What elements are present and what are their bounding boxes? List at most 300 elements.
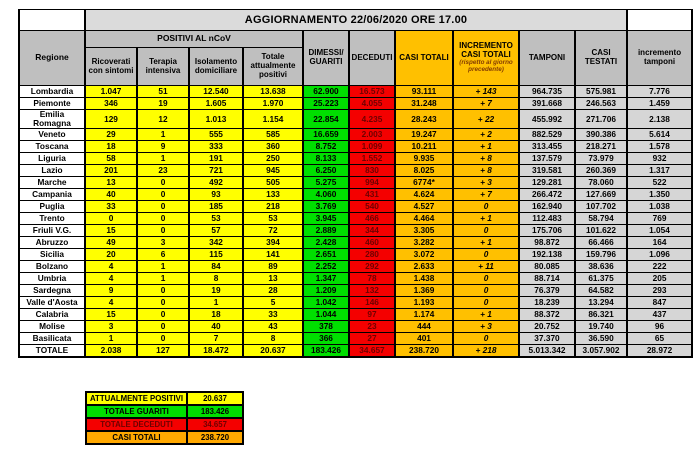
cell-terapia-intensiva: 0 bbox=[137, 225, 189, 237]
cell-casi-testati: 61.375 bbox=[575, 273, 627, 285]
total-ricoverati-con-sintomi: 2.038 bbox=[85, 345, 137, 358]
cell-incremento-casi-totali: + 1 bbox=[453, 141, 519, 153]
table-row bbox=[19, 189, 692, 201]
cell-incremento-casi-totali: + 143 bbox=[453, 86, 519, 98]
cell-regione: Abruzzo bbox=[19, 237, 85, 249]
total-isolamento-domiciliare: 18.472 bbox=[189, 345, 243, 358]
cell-dimessi-guariti: 1.209 bbox=[303, 285, 349, 297]
cell-terapia-intensiva: 0 bbox=[137, 189, 189, 201]
table-row bbox=[19, 165, 692, 177]
table-row bbox=[19, 333, 692, 345]
cell-deceduti: 540 bbox=[349, 201, 395, 213]
cell-tamponi: 18.239 bbox=[519, 297, 575, 309]
cell-regione: Trento bbox=[19, 213, 85, 225]
cell-isolamento-domiciliare: 40 bbox=[189, 321, 243, 333]
cell-totale-attualmente-positivi: 13 bbox=[243, 273, 303, 285]
table-row bbox=[19, 141, 692, 153]
cell-deceduti: 132 bbox=[349, 285, 395, 297]
cell-incremento-tamponi: 222 bbox=[627, 261, 692, 273]
cell-incremento-casi-totali: + 3 bbox=[453, 177, 519, 189]
cell-regione: Piemonte bbox=[19, 98, 85, 110]
cell-casi-testati: 36.590 bbox=[575, 333, 627, 345]
cell-deceduti: 292 bbox=[349, 261, 395, 273]
cell-casi-totali: 1.438 bbox=[395, 273, 453, 285]
cell-isolamento-domiciliare: 1.605 bbox=[189, 98, 243, 110]
cell-tamponi: 80.085 bbox=[519, 261, 575, 273]
cell-tamponi: 192.138 bbox=[519, 249, 575, 261]
cell-ricoverati-con-sintomi: 58 bbox=[85, 153, 137, 165]
cell-totale-attualmente-positivi: 945 bbox=[243, 165, 303, 177]
legend-label: TOTALE GUARITI bbox=[86, 405, 187, 418]
cell-incremento-tamponi: 522 bbox=[627, 177, 692, 189]
cell-dimessi-guariti: 3.945 bbox=[303, 213, 349, 225]
cell-incremento-casi-totali: + 3 bbox=[453, 321, 519, 333]
cell-dimessi-guariti: 366 bbox=[303, 333, 349, 345]
cell-dimessi-guariti: 25.223 bbox=[303, 98, 349, 110]
legend-value: 34.657 bbox=[187, 418, 243, 431]
cell-incremento-casi-totali: + 8 bbox=[453, 153, 519, 165]
cell-isolamento-domiciliare: 53 bbox=[189, 213, 243, 225]
table-row bbox=[19, 225, 692, 237]
cell-isolamento-domiciliare: 185 bbox=[189, 201, 243, 213]
cell-incremento-tamponi: 1.038 bbox=[627, 201, 692, 213]
cell-regione: Sardegna bbox=[19, 285, 85, 297]
cell-tamponi: 20.752 bbox=[519, 321, 575, 333]
cell-totale-attualmente-positivi: 28 bbox=[243, 285, 303, 297]
cell-ricoverati-con-sintomi: 4 bbox=[85, 261, 137, 273]
cell-casi-testati: 107.702 bbox=[575, 201, 627, 213]
legend-value: 238.720 bbox=[187, 431, 243, 444]
cell-dimessi-guariti: 2.651 bbox=[303, 249, 349, 261]
table-row bbox=[19, 201, 692, 213]
cell-casi-testati: 19.740 bbox=[575, 321, 627, 333]
cell-regione: Sicilia bbox=[19, 249, 85, 261]
cell-tamponi: 137.579 bbox=[519, 153, 575, 165]
cell-dimessi-guariti: 1.042 bbox=[303, 297, 349, 309]
cell-ricoverati-con-sintomi: 346 bbox=[85, 98, 137, 110]
total-dimessi-guariti: 183.426 bbox=[303, 345, 349, 358]
cell-tamponi: 88.372 bbox=[519, 309, 575, 321]
cell-regione: Molise bbox=[19, 321, 85, 333]
cell-casi-testati: 159.796 bbox=[575, 249, 627, 261]
cell-casi-testati: 101.622 bbox=[575, 225, 627, 237]
cell-isolamento-domiciliare: 191 bbox=[189, 153, 243, 165]
table-body bbox=[19, 86, 692, 358]
incremento-casi-header bbox=[453, 31, 519, 86]
cell-regione: Lazio bbox=[19, 165, 85, 177]
table-row bbox=[19, 86, 692, 98]
cell-regione: Valle d'Aosta bbox=[19, 297, 85, 309]
cell-incremento-casi-totali: + 2 bbox=[453, 129, 519, 141]
cell-isolamento-domiciliare: 84 bbox=[189, 261, 243, 273]
cell-casi-testati: 260.369 bbox=[575, 165, 627, 177]
cell-casi-testati: 390.386 bbox=[575, 129, 627, 141]
cell-isolamento-domiciliare: 12.540 bbox=[189, 86, 243, 98]
cell-casi-testati: 64.582 bbox=[575, 285, 627, 297]
cell-casi-testati: 58.794 bbox=[575, 213, 627, 225]
cell-regione: Friuli V.G. bbox=[19, 225, 85, 237]
cell-isolamento-domiciliare: 19 bbox=[189, 285, 243, 297]
cell-dimessi-guariti: 3.769 bbox=[303, 201, 349, 213]
cell-dimessi-guariti: 8.133 bbox=[303, 153, 349, 165]
deceduti-header: DECEDUTI bbox=[349, 31, 395, 86]
cell-incremento-tamponi: 205 bbox=[627, 273, 692, 285]
cell-regione: Puglia bbox=[19, 201, 85, 213]
summary-legend bbox=[85, 391, 244, 445]
cell-incremento-tamponi: 164 bbox=[627, 237, 692, 249]
cell-tamponi: 266.472 bbox=[519, 189, 575, 201]
cell-terapia-intensiva: 23 bbox=[137, 165, 189, 177]
cell-terapia-intensiva: 6 bbox=[137, 249, 189, 261]
cell-regione: Veneto bbox=[19, 129, 85, 141]
update-title: AGGIORNAMENTO 22/06/2020 ORE 17.00 bbox=[85, 10, 627, 31]
cell-regione: Toscana bbox=[19, 141, 85, 153]
cell-isolamento-domiciliare: 93 bbox=[189, 189, 243, 201]
cell-regione: Lombardia bbox=[19, 86, 85, 98]
cell-incremento-tamponi: 847 bbox=[627, 297, 692, 309]
cell-dimessi-guariti: 1.044 bbox=[303, 309, 349, 321]
legend-row-totale-guariti bbox=[86, 405, 243, 418]
cell-deceduti: 466 bbox=[349, 213, 395, 225]
cell-isolamento-domiciliare: 1.013 bbox=[189, 110, 243, 129]
cell-deceduti: 27 bbox=[349, 333, 395, 345]
cell-tamponi: 319.581 bbox=[519, 165, 575, 177]
cell-ricoverati-con-sintomi: 1 bbox=[85, 333, 137, 345]
cell-ricoverati-con-sintomi: 15 bbox=[85, 225, 137, 237]
cell-ricoverati-con-sintomi: 29 bbox=[85, 129, 137, 141]
cell-ricoverati-con-sintomi: 129 bbox=[85, 110, 137, 129]
legend-label: TOTALE DECEDUTI bbox=[86, 418, 187, 431]
cell-totale-attualmente-positivi: 394 bbox=[243, 237, 303, 249]
cell-incremento-tamponi: 1.096 bbox=[627, 249, 692, 261]
cell-regione: Liguria bbox=[19, 153, 85, 165]
title-right-spacer bbox=[627, 10, 692, 31]
total-tamponi: 5.013.342 bbox=[519, 345, 575, 358]
cell-totale-attualmente-positivi: 585 bbox=[243, 129, 303, 141]
cell-casi-totali: 4.527 bbox=[395, 201, 453, 213]
group-header-row bbox=[19, 31, 692, 48]
incremento-casi-note: (rispetto al giorno precedente) bbox=[459, 59, 513, 74]
cell-casi-totali: 9.935 bbox=[395, 153, 453, 165]
isolamento-header: Isolamento domiciliare bbox=[189, 48, 243, 86]
cell-regione: Basilicata bbox=[19, 333, 85, 345]
cell-isolamento-domiciliare: 555 bbox=[189, 129, 243, 141]
cell-terapia-intensiva: 51 bbox=[137, 86, 189, 98]
cell-incremento-casi-totali: 0 bbox=[453, 225, 519, 237]
cell-casi-totali: 2.633 bbox=[395, 261, 453, 273]
ricoverati-header: Ricoverati con sintomi bbox=[85, 48, 137, 86]
cell-tamponi: 175.706 bbox=[519, 225, 575, 237]
cell-dimessi-guariti: 16.659 bbox=[303, 129, 349, 141]
cell-isolamento-domiciliare: 115 bbox=[189, 249, 243, 261]
total-incremento-tamponi: 28.972 bbox=[627, 345, 692, 358]
dimessi-guariti-header: DIMESSI/ GUARITI bbox=[303, 31, 349, 86]
cell-dimessi-guariti: 4.060 bbox=[303, 189, 349, 201]
table-row bbox=[19, 297, 692, 309]
title-left-spacer bbox=[19, 10, 85, 31]
cell-regione: Marche bbox=[19, 177, 85, 189]
cell-casi-testati: 86.321 bbox=[575, 309, 627, 321]
cell-tamponi: 455.992 bbox=[519, 110, 575, 129]
terapia-intensiva-header: Terapia intensiva bbox=[137, 48, 189, 86]
table-row bbox=[19, 285, 692, 297]
cell-dimessi-guariti: 6.250 bbox=[303, 165, 349, 177]
title-row bbox=[19, 10, 692, 31]
cell-dimessi-guariti: 378 bbox=[303, 321, 349, 333]
cell-casi-testati: 218.271 bbox=[575, 141, 627, 153]
cell-casi-totali: 1.174 bbox=[395, 309, 453, 321]
cell-ricoverati-con-sintomi: 49 bbox=[85, 237, 137, 249]
table-row bbox=[19, 249, 692, 261]
table-row bbox=[19, 153, 692, 165]
cell-isolamento-domiciliare: 342 bbox=[189, 237, 243, 249]
cell-totale-attualmente-positivi: 1.154 bbox=[243, 110, 303, 129]
cell-terapia-intensiva: 0 bbox=[137, 321, 189, 333]
cell-ricoverati-con-sintomi: 15 bbox=[85, 309, 137, 321]
cell-totale-attualmente-positivi: 8 bbox=[243, 333, 303, 345]
cell-incremento-casi-totali: + 11 bbox=[453, 261, 519, 273]
cell-isolamento-domiciliare: 721 bbox=[189, 165, 243, 177]
cell-casi-totali: 28.243 bbox=[395, 110, 453, 129]
cell-ricoverati-con-sintomi: 1.047 bbox=[85, 86, 137, 98]
cell-incremento-tamponi: 96 bbox=[627, 321, 692, 333]
cell-tamponi: 882.529 bbox=[519, 129, 575, 141]
cell-incremento-casi-totali: 0 bbox=[453, 285, 519, 297]
legend-label: ATTUALMENTE POSITIVI bbox=[86, 392, 187, 405]
cell-deceduti: 2.003 bbox=[349, 129, 395, 141]
cell-casi-totali: 1.369 bbox=[395, 285, 453, 297]
cell-totale-attualmente-positivi: 43 bbox=[243, 321, 303, 333]
cell-terapia-intensiva: 9 bbox=[137, 141, 189, 153]
cell-dimessi-guariti: 2.252 bbox=[303, 261, 349, 273]
cell-dimessi-guariti: 5.275 bbox=[303, 177, 349, 189]
cell-terapia-intensiva: 1 bbox=[137, 129, 189, 141]
total-casi-testati: 3.057.902 bbox=[575, 345, 627, 358]
cell-casi-testati: 127.669 bbox=[575, 189, 627, 201]
table-row bbox=[19, 177, 692, 189]
cell-incremento-tamponi: 293 bbox=[627, 285, 692, 297]
cell-tamponi: 76.379 bbox=[519, 285, 575, 297]
cell-terapia-intensiva: 0 bbox=[137, 177, 189, 189]
incremento-casi-label: INCREMENTO CASI TOTALI bbox=[459, 40, 513, 59]
cell-casi-testati: 66.466 bbox=[575, 237, 627, 249]
cell-casi-totali: 93.111 bbox=[395, 86, 453, 98]
cell-isolamento-domiciliare: 7 bbox=[189, 333, 243, 345]
casi-totali-header: CASI TOTALI bbox=[395, 31, 453, 86]
cell-terapia-intensiva: 0 bbox=[137, 285, 189, 297]
cell-terapia-intensiva: 0 bbox=[137, 309, 189, 321]
cell-terapia-intensiva: 0 bbox=[137, 213, 189, 225]
legend-value: 20.637 bbox=[187, 392, 243, 405]
cell-deceduti: 431 bbox=[349, 189, 395, 201]
total-incremento-casi-totali: + 218 bbox=[453, 345, 519, 358]
cell-casi-testati: 13.294 bbox=[575, 297, 627, 309]
cell-incremento-tamponi: 769 bbox=[627, 213, 692, 225]
cell-casi-totali: 444 bbox=[395, 321, 453, 333]
cell-incremento-casi-totali: + 1 bbox=[453, 237, 519, 249]
cell-ricoverati-con-sintomi: 13 bbox=[85, 177, 137, 189]
cell-tamponi: 964.735 bbox=[519, 86, 575, 98]
cell-terapia-intensiva: 12 bbox=[137, 110, 189, 129]
totale-positivi-header: Totale attualmente positivi bbox=[243, 48, 303, 86]
cell-casi-testati: 246.563 bbox=[575, 98, 627, 110]
cell-incremento-tamponi: 7.776 bbox=[627, 86, 692, 98]
cell-ricoverati-con-sintomi: 40 bbox=[85, 189, 137, 201]
cell-tamponi: 129.281 bbox=[519, 177, 575, 189]
cell-terapia-intensiva: 0 bbox=[137, 201, 189, 213]
total-row bbox=[19, 345, 692, 358]
cell-isolamento-domiciliare: 18 bbox=[189, 309, 243, 321]
cell-casi-totali: 6774* bbox=[395, 177, 453, 189]
cell-dimessi-guariti: 62.900 bbox=[303, 86, 349, 98]
cell-tamponi: 112.483 bbox=[519, 213, 575, 225]
cell-deceduti: 146 bbox=[349, 297, 395, 309]
cell-casi-totali: 8.025 bbox=[395, 165, 453, 177]
cell-incremento-tamponi: 437 bbox=[627, 309, 692, 321]
cell-isolamento-domiciliare: 333 bbox=[189, 141, 243, 153]
cell-dimessi-guariti: 22.854 bbox=[303, 110, 349, 129]
cell-incremento-tamponi: 1.054 bbox=[627, 225, 692, 237]
cell-ricoverati-con-sintomi: 9 bbox=[85, 285, 137, 297]
table-row bbox=[19, 110, 692, 129]
cell-casi-testati: 271.706 bbox=[575, 110, 627, 129]
cell-terapia-intensiva: 19 bbox=[137, 98, 189, 110]
table-row bbox=[19, 321, 692, 333]
cell-incremento-tamponi: 932 bbox=[627, 153, 692, 165]
covid-data-table bbox=[18, 9, 693, 358]
cell-isolamento-domiciliare: 492 bbox=[189, 177, 243, 189]
cell-deceduti: 830 bbox=[349, 165, 395, 177]
cell-totale-attualmente-positivi: 218 bbox=[243, 201, 303, 213]
cell-totale-attualmente-positivi: 89 bbox=[243, 261, 303, 273]
cell-dimessi-guariti: 1.347 bbox=[303, 273, 349, 285]
table-row bbox=[19, 273, 692, 285]
cell-incremento-casi-totali: 0 bbox=[453, 273, 519, 285]
cell-incremento-casi-totali: + 1 bbox=[453, 309, 519, 321]
cell-casi-totali: 4.624 bbox=[395, 189, 453, 201]
cell-incremento-tamponi: 5.614 bbox=[627, 129, 692, 141]
cell-casi-totali: 10.211 bbox=[395, 141, 453, 153]
cell-ricoverati-con-sintomi: 4 bbox=[85, 297, 137, 309]
cell-regione: Emilia Romagna bbox=[19, 110, 85, 129]
table-row bbox=[19, 129, 692, 141]
cell-ricoverati-con-sintomi: 18 bbox=[85, 141, 137, 153]
cell-deceduti: 23 bbox=[349, 321, 395, 333]
cell-ricoverati-con-sintomi: 0 bbox=[85, 213, 137, 225]
legend-value: 183.426 bbox=[187, 405, 243, 418]
cell-incremento-tamponi: 2.138 bbox=[627, 110, 692, 129]
cell-incremento-casi-totali: 0 bbox=[453, 297, 519, 309]
legend-row-totale-deceduti bbox=[86, 418, 243, 431]
cell-isolamento-domiciliare: 57 bbox=[189, 225, 243, 237]
cell-regione: Calabria bbox=[19, 309, 85, 321]
cell-incremento-tamponi: 1.459 bbox=[627, 98, 692, 110]
cell-tamponi: 313.455 bbox=[519, 141, 575, 153]
table-row bbox=[19, 309, 692, 321]
tamponi-header: TAMPONI bbox=[519, 31, 575, 86]
table-row bbox=[19, 237, 692, 249]
cell-totale-attualmente-positivi: 250 bbox=[243, 153, 303, 165]
cell-incremento-tamponi: 1.350 bbox=[627, 189, 692, 201]
incremento-tamponi-header: incremento tamponi bbox=[627, 31, 692, 86]
casi-testati-header: CASI TESTATI bbox=[575, 31, 627, 86]
cell-incremento-casi-totali: + 1 bbox=[453, 213, 519, 225]
cell-terapia-intensiva: 1 bbox=[137, 261, 189, 273]
cell-casi-testati: 575.981 bbox=[575, 86, 627, 98]
cell-deceduti: 4.055 bbox=[349, 98, 395, 110]
legend-label: CASI TOTALI bbox=[86, 431, 187, 444]
cell-casi-testati: 38.636 bbox=[575, 261, 627, 273]
cell-terapia-intensiva: 0 bbox=[137, 297, 189, 309]
cell-totale-attualmente-positivi: 360 bbox=[243, 141, 303, 153]
cell-totale-attualmente-positivi: 72 bbox=[243, 225, 303, 237]
cell-casi-totali: 19.247 bbox=[395, 129, 453, 141]
cell-deceduti: 344 bbox=[349, 225, 395, 237]
cell-regione: Umbria bbox=[19, 273, 85, 285]
cell-casi-totali: 3.072 bbox=[395, 249, 453, 261]
cell-ricoverati-con-sintomi: 201 bbox=[85, 165, 137, 177]
cell-terapia-intensiva: 1 bbox=[137, 153, 189, 165]
cell-deceduti: 460 bbox=[349, 237, 395, 249]
cell-totale-attualmente-positivi: 141 bbox=[243, 249, 303, 261]
total-casi-totali: 238.720 bbox=[395, 345, 453, 358]
cell-deceduti: 78 bbox=[349, 273, 395, 285]
regione-header: Regione bbox=[19, 31, 85, 86]
cell-casi-totali: 1.193 bbox=[395, 297, 453, 309]
cell-tamponi: 391.668 bbox=[519, 98, 575, 110]
cell-deceduti: 280 bbox=[349, 249, 395, 261]
cell-dimessi-guariti: 2.428 bbox=[303, 237, 349, 249]
table-row bbox=[19, 98, 692, 110]
cell-dimessi-guariti: 2.889 bbox=[303, 225, 349, 237]
cell-deceduti: 4.235 bbox=[349, 110, 395, 129]
cell-incremento-casi-totali: + 8 bbox=[453, 165, 519, 177]
cell-regione: Campania bbox=[19, 189, 85, 201]
cell-totale-attualmente-positivi: 505 bbox=[243, 177, 303, 189]
cell-totale-attualmente-positivi: 33 bbox=[243, 309, 303, 321]
cell-incremento-tamponi: 65 bbox=[627, 333, 692, 345]
cell-casi-totali: 3.282 bbox=[395, 237, 453, 249]
cell-ricoverati-con-sintomi: 4 bbox=[85, 273, 137, 285]
cell-ricoverati-con-sintomi: 3 bbox=[85, 321, 137, 333]
cell-casi-totali: 4.464 bbox=[395, 213, 453, 225]
cell-ricoverati-con-sintomi: 33 bbox=[85, 201, 137, 213]
cell-deceduti: 1.552 bbox=[349, 153, 395, 165]
cell-incremento-casi-totali: + 7 bbox=[453, 98, 519, 110]
cell-totale-attualmente-positivi: 53 bbox=[243, 213, 303, 225]
cell-totale-attualmente-positivi: 133 bbox=[243, 189, 303, 201]
cell-incremento-tamponi: 1.317 bbox=[627, 165, 692, 177]
cell-casi-totali: 401 bbox=[395, 333, 453, 345]
total-terapia-intensiva: 127 bbox=[137, 345, 189, 358]
cell-totale-attualmente-positivi: 13.638 bbox=[243, 86, 303, 98]
legend-row-attualmente-positivi bbox=[86, 392, 243, 405]
cell-totale-attualmente-positivi: 1.970 bbox=[243, 98, 303, 110]
cell-tamponi: 98.872 bbox=[519, 237, 575, 249]
cell-casi-totali: 3.305 bbox=[395, 225, 453, 237]
total-totale-attualmente-positivi: 20.637 bbox=[243, 345, 303, 358]
cell-isolamento-domiciliare: 1 bbox=[189, 297, 243, 309]
table-row bbox=[19, 213, 692, 225]
cell-casi-testati: 78.060 bbox=[575, 177, 627, 189]
cell-ricoverati-con-sintomi: 20 bbox=[85, 249, 137, 261]
cell-casi-testati: 73.979 bbox=[575, 153, 627, 165]
cell-casi-totali: 31.248 bbox=[395, 98, 453, 110]
total-regione: TOTALE bbox=[19, 345, 85, 358]
cell-tamponi: 162.940 bbox=[519, 201, 575, 213]
cell-deceduti: 16.573 bbox=[349, 86, 395, 98]
cell-incremento-casi-totali: 0 bbox=[453, 249, 519, 261]
